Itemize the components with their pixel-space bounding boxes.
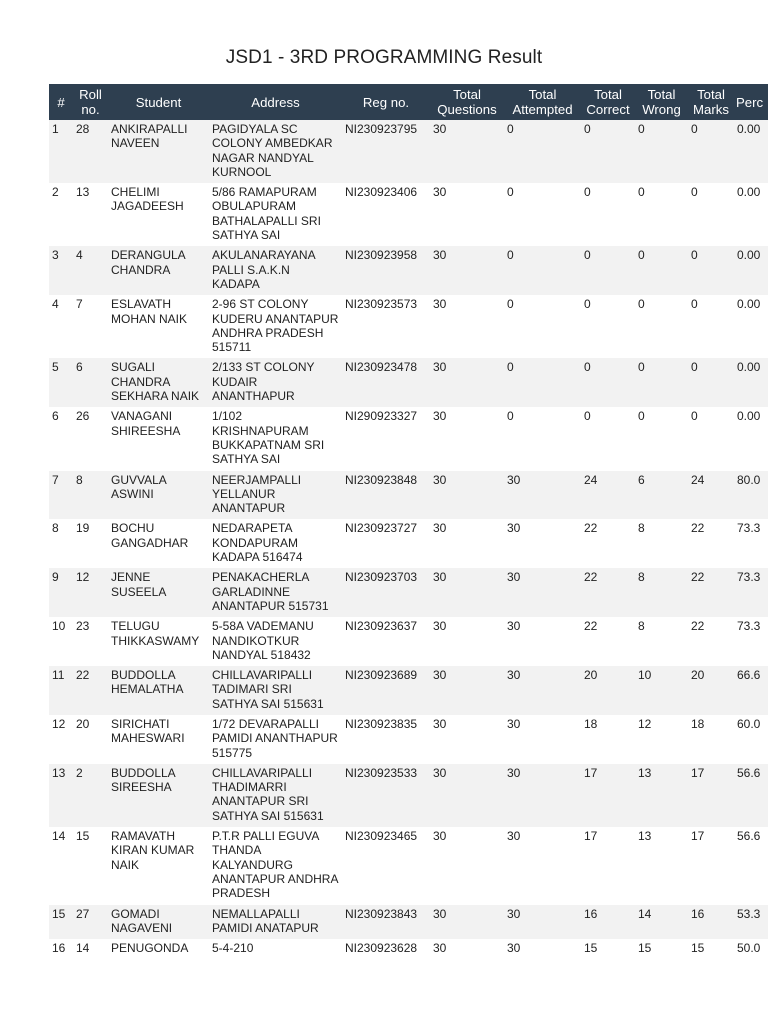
cell-row-index: 11: [49, 666, 73, 715]
cell-roll-no: 19: [73, 519, 108, 568]
cell-address: 5/86 RAMAPURAM OBULAPURAM BATHALAPALLI SRI SATHYA SAI: [209, 183, 342, 246]
cell-roll-no: 23: [73, 617, 108, 666]
cell-total-questions: 30: [430, 358, 504, 407]
cell-row-index: 13: [49, 764, 73, 827]
cell-address: CHILLAVARIPALLI THADIMARRI ANANTAPUR SRI SATHYA SAI 515631: [209, 764, 342, 827]
table-body: [49, 120, 768, 959]
cell-total-marks: 15: [688, 939, 734, 959]
cell-address: 1/72 DEVARAPALLI PAMIDI ANANTHAPUR 515775: [209, 715, 342, 764]
cell-total-wrong: 13: [635, 827, 688, 904]
cell-address: CHILLAVARIPALLI TADIMARI SRI SATHYA SAI 515631: [209, 666, 342, 715]
cell-total-wrong: 13: [635, 764, 688, 827]
cell-total-attempted: 0: [504, 246, 581, 295]
cell-student-name: ANKIRAPALLI NAVEEN: [108, 120, 209, 183]
cell-roll-no: 14: [73, 939, 108, 959]
cell-address: NEMALLAPALLI PAMIDI ANATAPUR: [209, 905, 342, 940]
cell-roll-no: 15: [73, 827, 108, 904]
table-row: [49, 295, 768, 358]
cell-reg-no: NI290923327: [342, 407, 430, 470]
cell-total-correct: 22: [581, 568, 635, 617]
results-table-container[interactable]: [49, 84, 768, 959]
cell-total-attempted: 0: [504, 295, 581, 358]
cell-student-name: TELUGU THIKKASWAMY: [108, 617, 209, 666]
cell-total-questions: 30: [430, 120, 504, 183]
table-row: [49, 764, 768, 827]
cell-student-name: RAMAVATH KIRAN KUMAR NAIK: [108, 827, 209, 904]
cell-total-questions: 30: [430, 827, 504, 904]
cell-reg-no: NI230923406: [342, 183, 430, 246]
header-index: #: [49, 84, 73, 120]
cell-reg-no: NI230923465: [342, 827, 430, 904]
header-student: Student: [108, 84, 209, 120]
cell-total-attempted: 30: [504, 905, 581, 940]
table-row: [49, 905, 768, 940]
cell-student-name: GUVVALA ASWINI: [108, 471, 209, 520]
cell-roll-no: 22: [73, 666, 108, 715]
table-header: [49, 84, 768, 120]
cell-percentage: 60.0: [734, 715, 768, 764]
table-row: [49, 358, 768, 407]
cell-total-wrong: 0: [635, 246, 688, 295]
cell-total-correct: 0: [581, 358, 635, 407]
cell-total-correct: 0: [581, 183, 635, 246]
header-roll-no: Roll no.: [73, 84, 108, 120]
cell-total-marks: 17: [688, 764, 734, 827]
cell-percentage: 0.00: [734, 183, 768, 246]
cell-student-name: GOMADI NAGAVENI: [108, 905, 209, 940]
header-address: Address: [209, 84, 342, 120]
cell-percentage: 53.3: [734, 905, 768, 940]
cell-total-questions: 30: [430, 617, 504, 666]
cell-total-questions: 30: [430, 295, 504, 358]
header-total-attempted: Total Attempted: [504, 84, 581, 120]
cell-student-name: CHELIMI JAGADEESH: [108, 183, 209, 246]
cell-reg-no: NI230923727: [342, 519, 430, 568]
cell-total-correct: 20: [581, 666, 635, 715]
cell-total-attempted: 30: [504, 827, 581, 904]
cell-student-name: BUDDOLLA SIREESHA: [108, 764, 209, 827]
cell-total-wrong: 0: [635, 407, 688, 470]
cell-total-marks: 0: [688, 246, 734, 295]
cell-total-attempted: 0: [504, 183, 581, 246]
cell-total-questions: 30: [430, 939, 504, 959]
cell-total-wrong: 0: [635, 183, 688, 246]
cell-total-attempted: 30: [504, 764, 581, 827]
cell-total-wrong: 8: [635, 519, 688, 568]
cell-total-attempted: 30: [504, 471, 581, 520]
table-row: [49, 939, 768, 959]
cell-student-name: JENNE SUSEELA: [108, 568, 209, 617]
cell-total-attempted: 30: [504, 519, 581, 568]
cell-student-name: DERANGULA CHANDRA: [108, 246, 209, 295]
cell-percentage: 80.0: [734, 471, 768, 520]
cell-total-wrong: 0: [635, 358, 688, 407]
cell-total-wrong: 12: [635, 715, 688, 764]
cell-total-marks: 24: [688, 471, 734, 520]
cell-total-wrong: 15: [635, 939, 688, 959]
cell-percentage: 56.6: [734, 827, 768, 904]
header-total-questions: Total Questions: [430, 84, 504, 120]
cell-total-marks: 22: [688, 568, 734, 617]
cell-row-index: 12: [49, 715, 73, 764]
cell-total-correct: 17: [581, 827, 635, 904]
cell-roll-no: 20: [73, 715, 108, 764]
cell-total-correct: 16: [581, 905, 635, 940]
cell-address: 2-96 ST COLONY KUDERU ANANTAPUR ANDHRA PRADESH 515711: [209, 295, 342, 358]
cell-row-index: 10: [49, 617, 73, 666]
cell-total-correct: 0: [581, 295, 635, 358]
header-percentage: Perc: [734, 84, 768, 120]
cell-student-name: ESLAVATH MOHAN NAIK: [108, 295, 209, 358]
header-total-marks: Total Marks: [688, 84, 734, 120]
cell-roll-no: 28: [73, 120, 108, 183]
table-row: [49, 827, 768, 904]
cell-row-index: 16: [49, 939, 73, 959]
cell-total-questions: 30: [430, 666, 504, 715]
cell-total-marks: 0: [688, 295, 734, 358]
cell-total-correct: 24: [581, 471, 635, 520]
cell-total-attempted: 0: [504, 120, 581, 183]
cell-reg-no: NI230923835: [342, 715, 430, 764]
cell-row-index: 9: [49, 568, 73, 617]
cell-reg-no: NI230923703: [342, 568, 430, 617]
cell-total-correct: 22: [581, 617, 635, 666]
cell-total-wrong: 0: [635, 120, 688, 183]
cell-address: NEDARAPETA KONDAPURAM KADAPA 516474: [209, 519, 342, 568]
cell-percentage: 73.3: [734, 519, 768, 568]
cell-total-questions: 30: [430, 183, 504, 246]
cell-student-name: BOCHU GANGADHAR: [108, 519, 209, 568]
header-total-correct: Total Correct: [581, 84, 635, 120]
cell-total-correct: 17: [581, 764, 635, 827]
cell-reg-no: NI230923848: [342, 471, 430, 520]
cell-roll-no: 27: [73, 905, 108, 940]
cell-roll-no: 6: [73, 358, 108, 407]
cell-roll-no: 8: [73, 471, 108, 520]
cell-total-attempted: 30: [504, 568, 581, 617]
cell-address: NEERJAMPALLI YELLANUR ANANTAPUR: [209, 471, 342, 520]
cell-row-index: 7: [49, 471, 73, 520]
cell-percentage: 56.6: [734, 764, 768, 827]
table-row: [49, 568, 768, 617]
header-row: [49, 84, 768, 120]
cell-total-marks: 18: [688, 715, 734, 764]
cell-address: 2/133 ST COLONY KUDAIR ANANTHAPUR: [209, 358, 342, 407]
cell-roll-no: 12: [73, 568, 108, 617]
cell-row-index: 1: [49, 120, 73, 183]
cell-total-attempted: 30: [504, 617, 581, 666]
cell-total-wrong: 10: [635, 666, 688, 715]
cell-address: PAGIDYALA SC COLONY AMBEDKAR NAGAR NANDYAL KURNOOL: [209, 120, 342, 183]
cell-percentage: 0.00: [734, 246, 768, 295]
cell-total-questions: 30: [430, 519, 504, 568]
table-row: [49, 120, 768, 183]
cell-total-marks: 16: [688, 905, 734, 940]
cell-total-correct: 18: [581, 715, 635, 764]
cell-roll-no: 13: [73, 183, 108, 246]
cell-total-wrong: 6: [635, 471, 688, 520]
cell-total-marks: 22: [688, 617, 734, 666]
cell-percentage: 0.00: [734, 358, 768, 407]
table-row: [49, 617, 768, 666]
cell-student-name: BUDDOLLA HEMALATHA: [108, 666, 209, 715]
cell-row-index: 3: [49, 246, 73, 295]
cell-reg-no: NI230923689: [342, 666, 430, 715]
cell-total-questions: 30: [430, 905, 504, 940]
cell-row-index: 2: [49, 183, 73, 246]
results-table: [49, 84, 768, 959]
table-row: [49, 666, 768, 715]
cell-address: 5-58A VADEMANU NANDIKOTKUR NANDYAL 518432: [209, 617, 342, 666]
cell-row-index: 14: [49, 827, 73, 904]
cell-address: P.T.R PALLI EGUVA THANDA KALYANDURG ANANTAPUR ANDHRA PRADESH: [209, 827, 342, 904]
cell-student-name: SUGALI CHANDRA SEKHARA NAIK: [108, 358, 209, 407]
cell-total-questions: 30: [430, 246, 504, 295]
cell-total-wrong: 0: [635, 295, 688, 358]
cell-roll-no: 7: [73, 295, 108, 358]
cell-student-name: SIRICHATI MAHESWARI: [108, 715, 209, 764]
cell-total-marks: 20: [688, 666, 734, 715]
cell-total-correct: 0: [581, 407, 635, 470]
table-row: [49, 246, 768, 295]
table-row: [49, 407, 768, 470]
cell-total-marks: 0: [688, 183, 734, 246]
cell-total-marks: 22: [688, 519, 734, 568]
cell-total-marks: 17: [688, 827, 734, 904]
cell-total-attempted: 0: [504, 358, 581, 407]
cell-row-index: 4: [49, 295, 73, 358]
cell-total-correct: 0: [581, 246, 635, 295]
cell-percentage: 73.3: [734, 568, 768, 617]
cell-total-wrong: 8: [635, 617, 688, 666]
cell-total-questions: 30: [430, 715, 504, 764]
cell-total-questions: 30: [430, 407, 504, 470]
cell-total-marks: 0: [688, 120, 734, 183]
cell-total-correct: 15: [581, 939, 635, 959]
page-title: JSD1 - 3RD PROGRAMMING Result: [225, 47, 543, 68]
cell-total-attempted: 0: [504, 407, 581, 470]
cell-reg-no: NI230923843: [342, 905, 430, 940]
cell-student-name: VANAGANI SHIREESHA: [108, 407, 209, 470]
cell-reg-no: NI230923958: [342, 246, 430, 295]
cell-reg-no: NI230923533: [342, 764, 430, 827]
cell-percentage: 66.6: [734, 666, 768, 715]
cell-row-index: 15: [49, 905, 73, 940]
cell-percentage: 0.00: [734, 295, 768, 358]
cell-total-questions: 30: [430, 471, 504, 520]
cell-roll-no: 2: [73, 764, 108, 827]
cell-total-wrong: 14: [635, 905, 688, 940]
cell-total-attempted: 30: [504, 715, 581, 764]
cell-percentage: 50.0: [734, 939, 768, 959]
cell-address: PENAKACHERLA GARLADINNE ANANTAPUR 515731: [209, 568, 342, 617]
header-reg-no: Reg no.: [342, 84, 430, 120]
cell-roll-no: 26: [73, 407, 108, 470]
cell-row-index: 5: [49, 358, 73, 407]
cell-total-marks: 0: [688, 407, 734, 470]
cell-total-marks: 0: [688, 358, 734, 407]
cell-total-questions: 30: [430, 764, 504, 827]
cell-address: AKULANARAYANA PALLI S.A.K.N KADAPA: [209, 246, 342, 295]
cell-percentage: 0.00: [734, 120, 768, 183]
table-row: [49, 519, 768, 568]
cell-row-index: 6: [49, 407, 73, 470]
cell-percentage: 0.00: [734, 407, 768, 470]
cell-percentage: 73.3: [734, 617, 768, 666]
cell-total-correct: 22: [581, 519, 635, 568]
cell-reg-no: NI230923637: [342, 617, 430, 666]
cell-reg-no: NI230923478: [342, 358, 430, 407]
cell-total-correct: 0: [581, 120, 635, 183]
cell-total-attempted: 30: [504, 939, 581, 959]
cell-total-attempted: 30: [504, 666, 581, 715]
header-total-wrong: Total Wrong: [635, 84, 688, 120]
table-row: [49, 183, 768, 246]
cell-total-questions: 30: [430, 568, 504, 617]
cell-roll-no: 4: [73, 246, 108, 295]
cell-reg-no: NI230923573: [342, 295, 430, 358]
cell-address: 1/102 KRISHNAPURAM BUKKAPATNAM SRI SATHYA SAI: [209, 407, 342, 470]
table-row: [49, 715, 768, 764]
cell-total-wrong: 8: [635, 568, 688, 617]
cell-address: 5-4-210: [209, 939, 342, 959]
cell-student-name: PENUGONDA: [108, 939, 209, 959]
cell-reg-no: NI230923628: [342, 939, 430, 959]
cell-reg-no: NI230923795: [342, 120, 430, 183]
cell-row-index: 8: [49, 519, 73, 568]
table-row: [49, 471, 768, 520]
